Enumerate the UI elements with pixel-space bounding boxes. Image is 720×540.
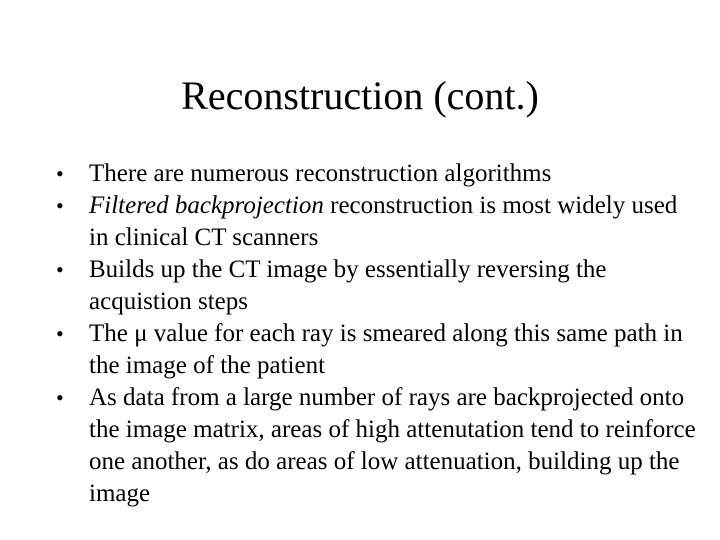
bullet-icon: • [56,193,64,218]
list-item [56,158,696,190]
bullet-icon: • [56,321,64,346]
list-item [56,318,696,382]
bullet-text: Builds up the CT image by essentially reversing the acquistion steps [89,256,607,315]
bullet-text: There are numerous reconstruction algorithms [89,160,552,187]
bullet-list [56,158,696,510]
slide-title: Reconstruction (cont.) [181,73,539,118]
bullet-icon: • [56,161,64,186]
list-item [56,382,696,510]
bullet-icon: • [56,385,64,410]
list-item [56,190,696,254]
bullet-emphasis-text: Filtered backprojection [89,192,324,219]
bullet-text: The μ value for each ray is smeared along this same path in the image of the patient [89,320,683,379]
bullet-icon: • [56,257,64,282]
bullet-text: As data from a large number of rays are backprojected onto the image matrix, areas of high attenutation tend to reinforce one another, as do areas of low attenuation, building up the image [89,384,696,507]
bullet-text: reconstruction is most widely used in clinical CT scanners [89,192,678,251]
list-item [56,254,696,318]
